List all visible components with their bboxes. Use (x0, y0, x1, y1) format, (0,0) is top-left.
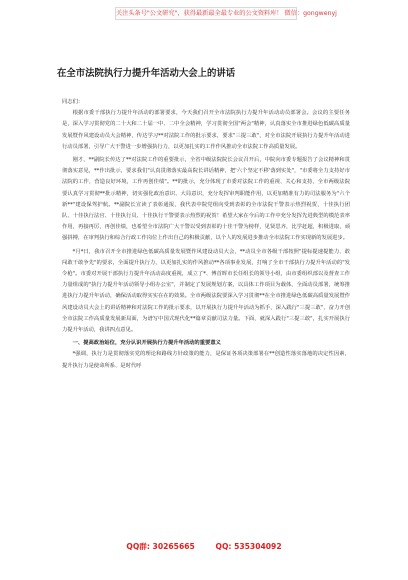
document-title: 在全市法院执行力提升年活动大会上的讲话 (57, 68, 236, 79)
contact-footer (0, 541, 408, 552)
paragraph-1: 根据市委干部执行力提升年活动的部署要求，今天我们召开全市法院执行力提升年活动动员部署会。会议的主要任务是，深入学习贯彻党的二十大和二十届一中、二中全会精神，学习贯彻全国"两会"精神，认真落实全市推进绿色低碳高质量发展暨作风建设动员大会精神，传达学习**对法院工作的批示要求，要求"三提三敢"，对全市法院开展执行力提升年活动进行动员部署，引导广大干警进一步增强执行力，以更加扎实的工作作风推动全市法院工作高质量发展。 (62, 110, 350, 150)
paragraph-3: *月*日，我市召开全市推进绿色低碳高质量发展暨作风建设动员大会，**动员全市各级干部按照"提标提速提能力、敢闯敢干敢争先"的要求，全面提升执行力，以更加扎实的作风推动**各项事业发展，打响了全市干部执行力提升年活动的"发令枪"。市委对开展干部执行力提升年活动高度重视，成立了*、傅首晖市长任组长的领导小组，由市委组织部以及督查工作力量组成的"执行力提升年活动领导小组办公室"，并制定了发展规划方案，以具体工作项目为载体，全面动员部署，统筹推进执行力提升年活动，确保活动取得实实在在的效果。全市两级法院要深入学习贯彻**在全市推进绿色低碳高质量发展暨作风建设动员大会上的讲话精神和对法院工作的批示要求，以开展执行力提升年活动为抓手，深入践行"三提三敢"，奋力开创全市法院工作高质量发展新局面，为谱写中国式现代化**篇章贡献司法力量。下面，就深入践行"三提三敢"，扎实开展执行力提升年活动，我讲四点意见。 (62, 248, 350, 334)
section-heading-1: 一、提高政治站位，充分认识开展执行力提升年活动的重要意义 (72, 340, 221, 347)
document-body (62, 97, 350, 372)
paragraph-2: 刚才，**副院长传达了**对法院工作的重要批示，全省中级法院院长会议召开后，中院向市委专题报告了会议精神和贯彻落实意见，**作出批示，要求我们"认真贯彻落实最高院长讲话精神，把'六个坚定不移'落到实处"，"市委将全力支持好市法院的工作，营造良好环境，工作再创佳绩"。**的批示，充分体现了市委对法院工作的重视、关心和支持，全市两级法院要认真学习贯彻**批示精神，切实强化政治意识、大局意识，充分发挥审判职能作用，以更加精准有力的司法服务为"六个新**"建设保驾护航。**副院长宣读了表彰通报，我代表中院党组向受到表彰的全市法院干警表示热烈祝贺，十佳执行团队、十佳执行法官、十佳执行员、十佳执行干警要表示热烈的祝贺！希望大家在今后的工作中充分发挥先进典型的模范表率作用，再接再厉，再创佳绩，也希望全市法院广大干警以受到表彰的十佳干警为榜样，见贤思齐，比学赶超，积极进取，顽强拼搏，在审判执行和综合行政工作岗位上作出自己的积极贡献，以个人的发展进步推动全市法院工作实现新的发展进步。 (62, 157, 350, 242)
greeting: 同志们： (62, 99, 84, 105)
promo-banner-text: 关注头条号"公文研究"，获得最新最全最专业的公文资料库！ 微信：gongwenyj (116, 10, 337, 17)
qq-group-text: QQ群: 30265665 (126, 542, 195, 551)
promo-banner (115, 7, 337, 20)
section-1-paragraph: *强调，执行力是贯彻落实党的理论和路线方针政策的能力，是保证各项决策部署在**创造性落实落地的决定性因素，提升执行力是使命所系、是时代呼 (62, 351, 350, 369)
qq-contact-text: QQ: 535304092 (215, 542, 282, 551)
